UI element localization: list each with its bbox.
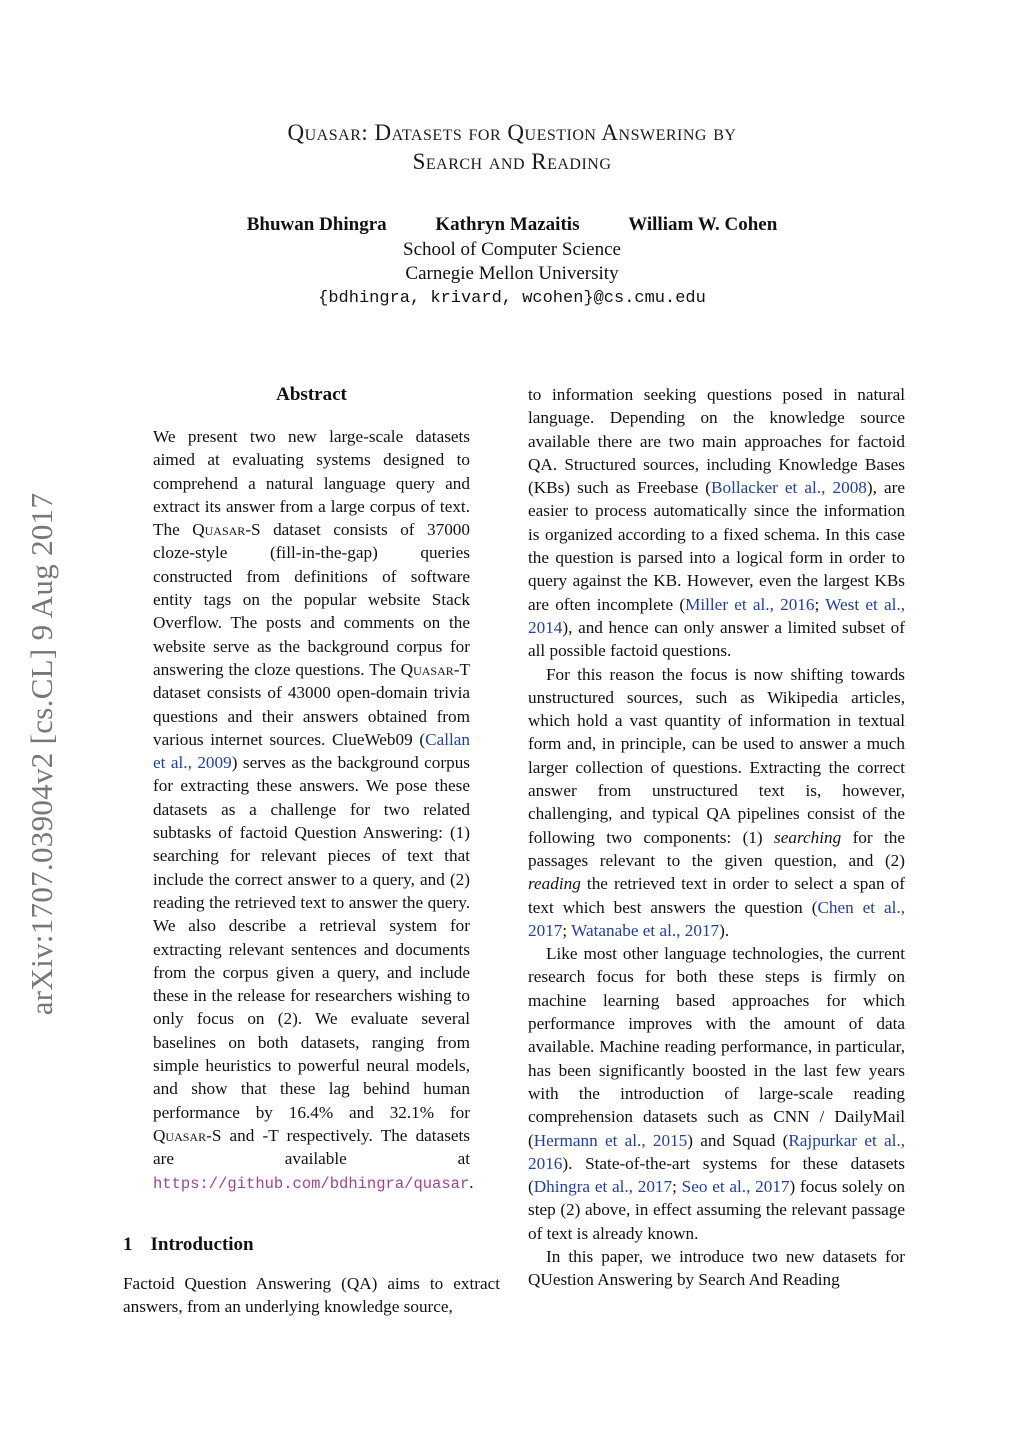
abstract-text: -S dataset consists of 37000 cloze-style (fill-in-the-gap) queries constructed from definitions of software entity tags on the popular website Stack Overflow. The posts and comments on the website serve as the background corpus for answering the cloze questions. The [153, 520, 470, 679]
quasar-name: Quasar [400, 659, 454, 679]
arxiv-stamp [0, 0, 80, 1448]
intro-left-text [123, 1272, 500, 1319]
abstract-paragraph [153, 425, 474, 1196]
citation-link[interactable]: Dhingra et al., 2017 [533, 1177, 673, 1197]
body-text: ). State-of-the-art systems for these datasets ( [528, 1153, 905, 1197]
citation-link[interactable]: West et al., 2014 [528, 594, 905, 637]
abstract-text: -S and -T respectively. The datasets are available at [153, 1125, 470, 1169]
abstract-body [153, 425, 474, 1196]
body-text: ; [562, 920, 572, 940]
emphasis-text: reading [528, 874, 581, 894]
citation-link[interactable]: Callan et al., 2009 [153, 729, 470, 773]
body-text: Like most other language technologies, the current research focus for both these steps is firmly on machine learning based approaches for which performance improves with the amount of data available. Machine reading performance, in particular, has been significantly boosted in the last few years with the introduction of large-scale reading comprehension datasets such as CNN / DailyMail ( [528, 944, 905, 1150]
intro-paragraph [528, 663, 905, 943]
arxiv-stamp-text: arXiv:1707.03904v2 [cs.CL] 9 Aug 2017 [24, 492, 59, 1016]
author-name: Kathryn Mazaitis [435, 214, 580, 235]
body-text: ), and hence can only answer a limited subset of all possible factoid questions. [528, 617, 905, 661]
abstract-text: -T dataset consists of 43000 open-domain trivia questions and their answers obtained from various internet sources. ClueWeb09 ( [153, 659, 470, 749]
intro-paragraph [528, 383, 905, 663]
emphasis-text: searching [774, 827, 842, 847]
abstract-text: . [469, 1172, 474, 1192]
quasar-name: Quasar [153, 1125, 207, 1145]
intro-paragraph: Factoid Question Answering (QA) aims to extract answers, from an underlying knowledge source, [123, 1274, 500, 1317]
body-text: ), are easier to process automatically since the information is organized according to a fixed schema. In this case the question is parsed into a logical form in order to query against the KB. However, even the largest KBs are often incomplete ( [528, 478, 905, 614]
body-text: for the passages relevant to the given question, and (2) [528, 827, 905, 870]
author-emails: {bdhingra, krivard, wcohen}@cs.cmu.edu [318, 289, 706, 308]
abstract-text: We present two new large-scale datasets aimed at evaluating systems designed to comprehend a natural language query and extract its answer from a large corpus of text. The [153, 427, 470, 540]
body-text: to information seeking questions posed in natural language. Depending on the knowledge source available there are two main approaches for factoid QA. Structured sources, including Knowledge Bases (KBs) such as Freebase ( [528, 385, 905, 498]
citation-link[interactable]: Bollacker et al., 2008 [711, 478, 867, 498]
citation-link[interactable]: Rajpurkar et al., 2016 [528, 1130, 905, 1173]
dataset-url-link[interactable]: https://github.com/bdhingra/quasar [153, 1174, 470, 1193]
body-text: the retrieved text in order to select a span of text which best answers the question ( [528, 874, 905, 917]
citation-link[interactable]: Watanabe et al., 2017 [571, 920, 720, 940]
paper-title-line-2: Search and Reading [412, 149, 612, 174]
intro-paragraph [528, 942, 905, 1245]
intro-paragraph [528, 1245, 905, 1292]
quasar-name: Quasar [192, 520, 246, 540]
author-name: William W. Cohen [628, 214, 778, 235]
affiliation-school: School of Computer Science [403, 239, 621, 260]
citation-link[interactable]: Hermann et al., 2015 [533, 1130, 688, 1150]
section-heading-introduction [123, 1234, 254, 1256]
section-title: Introduction [150, 1234, 254, 1255]
affiliation-university: Carnegie Mellon University [405, 263, 619, 284]
abstract-text: ) serves as the background corpus for extracting these answers. We pose these datasets as a challenge for two related subtasks of factoid Question Answering: (1) searching for relevant pieces of text that include the correct answer to a query, and (2) reading the retrieved text to answer the query. We also describe a retrieval system for extracting relevant sentences and documents from the corpus given a query, and include these in the release for researchers wishing to only focus on (2). We evaluate several baselines on both datasets, ranging from simple heuristics to powerful neural models, and show that these lag behind human performance by 16.4% and 32.1% for [153, 753, 471, 1122]
citation-link[interactable]: Miller et al., 2016 [685, 594, 815, 614]
citation-link[interactable]: Chen et al., 2017 [528, 897, 905, 940]
author-list [0, 214, 1024, 236]
abstract-heading: Abstract [276, 384, 347, 405]
section-number: 1 [123, 1234, 133, 1255]
paper-title-line-1: Quasar: Datasets for Question Answering by [287, 120, 737, 145]
body-text: ; [814, 594, 826, 614]
body-text: ; [672, 1177, 682, 1197]
body-text: ). [719, 920, 730, 940]
right-column [528, 383, 905, 1292]
author-name: Bhuwan Dhingra [246, 214, 387, 235]
body-text: In this paper, we introduce two new datasets for QUestion Answering by Search And Reading [528, 1246, 905, 1290]
body-text: For this reason the focus is now shifting towards unstructured sources, such as Wikipedia articles, which hold a vast quantity of information in textual form and, in principle, can be used to answer a much larger collection of questions. Extracting the correct answer from unstructured text is, however, challenging, and typical QA pipelines consist of the following two components: (1) [528, 664, 905, 847]
body-text: ) focus solely on step (2) above, in effect assuming the relevant passage of text is already known. [528, 1177, 905, 1243]
citation-link[interactable]: Seo et al., 2017 [681, 1177, 790, 1197]
body-text: ) and Squad ( [687, 1130, 789, 1150]
